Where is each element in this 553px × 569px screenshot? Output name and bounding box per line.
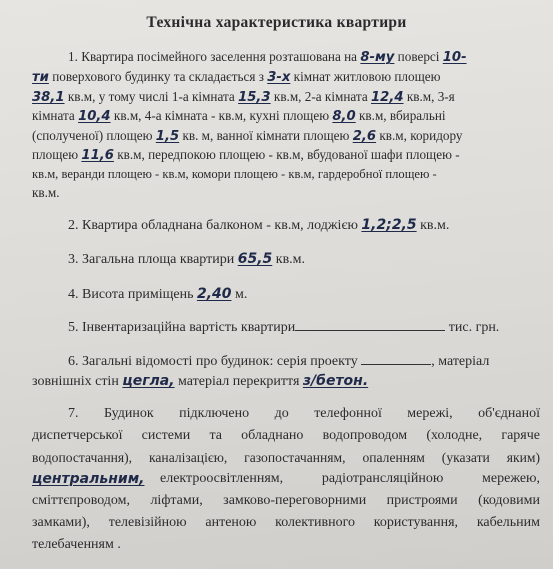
loggia-area-value: 1,2;2,5 — [361, 217, 417, 233]
bath-area-value: 2,6 — [352, 129, 377, 144]
living-area-value: 38,1 — [32, 90, 65, 105]
height-value: 2,40 — [196, 286, 232, 302]
wall-material-value: цегла, — [122, 373, 175, 389]
s6-line-1: 6. Загальні відомості про будинок: серія проекту , матеріал — [68, 354, 490, 369]
corridor-area-value: 11,6 — [81, 148, 114, 163]
s1-line-7: кв.м, веранди площею - кв.м, комори площею - кв.м, гардеробної площею - — [32, 167, 437, 181]
s4-line: 4. Висота приміщень 2,40 м. — [68, 286, 248, 302]
floors-total-value-part1: 10- — [442, 50, 467, 65]
room3-area-value: 10,4 — [78, 109, 111, 124]
s1-line-8: кв.м. — [32, 185, 60, 200]
s1-line-1: 1. Квартира посімейного заселення розташована на 8-му поверсі 10- — [68, 49, 467, 65]
s2-line: 2. Квартира обладнана балконом - кв.м, лоджією 1,2;2,5 кв.м. — [68, 217, 450, 233]
s3-line: 3. Загальна площа квартири 65,5 кв.м. — [68, 251, 306, 267]
room2-area-value: 12,4 — [370, 90, 404, 105]
s7-line-1: 7. Будинок підключено до телефонної мережі, об'єднаної — [68, 406, 540, 421]
s1-line-3: 38,1 кв.м, у тому числі 1-а кімната 15,3 кв.м, 2-а кімната 12,4 кв.м, 3-я — [32, 89, 455, 105]
s7-line-7: телебаченням . — [32, 537, 121, 552]
kitchen-area-value: 8,0 — [332, 109, 356, 124]
s1-line-4: кімната 10,4 кв.м, 4-а кімната - кв.м, кухні площею 8,0 кв.м, вбиральні — [32, 108, 446, 124]
room1-area-value: 15,3 — [238, 90, 271, 105]
total-area-value: 65,5 — [237, 251, 273, 267]
s7-line-6: замками), телевізійною антеною колективного користування, кабельним — [32, 515, 540, 530]
s7-line-3: водопостачання), каналізацією, газопостачанням, опаленням (указати яким) — [32, 450, 540, 465]
s7-line-5: сміттєпроводом, ліфтами, замково-переговорними пристроями (кодовими — [32, 493, 540, 508]
inventory-value-blank — [295, 318, 445, 331]
s7-line-4: центральним, електроосвітленням, радіотрансляційною мережею, — [32, 471, 540, 487]
s6-line-2: зовнішніх стін цегла, матеріал перекриття з/бетон. — [32, 373, 369, 389]
ceiling-material-value: з/бетон. — [302, 373, 369, 389]
heating-type-value: центральним, — [32, 471, 145, 487]
series-blank — [361, 352, 431, 365]
s1-line-2: ти поверхового будинку та складається з 3-х кімнат житловою площею — [32, 69, 441, 85]
rooms-count-value: 3-х — [267, 70, 291, 85]
s5-line: 5. Інвентаризаційна вартість квартири тис. грн. — [68, 320, 500, 335]
document-title: Технічна характеристика квартири — [146, 14, 407, 31]
toilet-area-value: 1,5 — [155, 129, 180, 144]
s1-line-5: (сполученої) площею 1,5 кв. м, ванної кімнати площею 2,6 кв.м, коридору — [32, 128, 463, 144]
floors-total-value-part2: ти — [32, 70, 49, 85]
s7-line-2: диспетчерської системи та обладнано водопроводом (холодне, гаряче — [32, 428, 540, 443]
floor-value: 8-му — [360, 50, 395, 65]
s1-line-6: площею 11,6 кв.м, передпокою площею - кв.м, вбудованої шафи площею - — [32, 147, 460, 163]
